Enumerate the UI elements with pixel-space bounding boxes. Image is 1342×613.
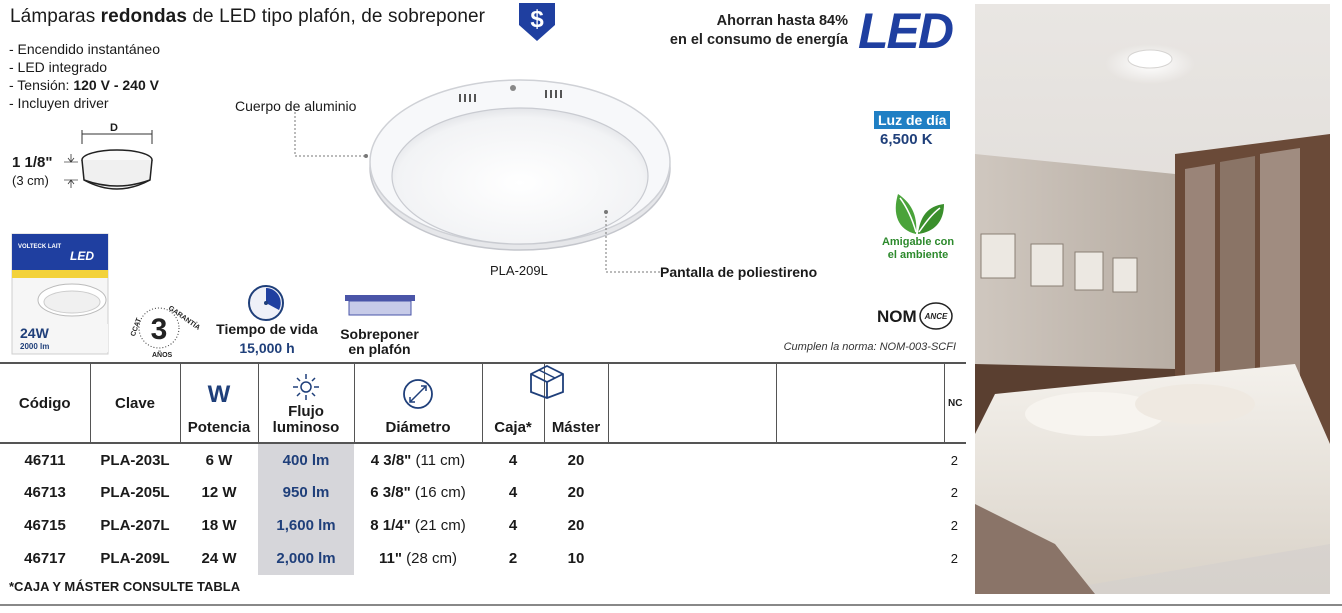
sun-icon [290,373,322,401]
cell-caja: 2 [508,550,518,567]
svg-text:$: $ [530,6,544,33]
cell-clave: PLA-209L [100,550,170,567]
cell-potencia: 18 W [201,517,237,534]
col-header-empty-1 [608,363,776,443]
cell-empty [776,476,944,509]
page-title: Lámparas redondas de LED tipo plafón, de sobreponer [10,6,486,27]
height-metric-label: (3 cm) [12,173,49,188]
ance-seal-icon [918,301,954,331]
cell-master: 10 [567,550,585,567]
cell-codigo: 46717 [24,550,66,567]
cell-master: 20 [567,484,585,501]
feature-item: - Encendido instantáneo [9,41,160,57]
cell-empty [608,443,776,476]
body-material-label: Cuerpo de aluminio [235,98,357,114]
cell-clave: PLA-203L [100,451,170,469]
table-row [0,542,966,575]
diameter-label: D [110,122,118,134]
cell-clave: PLA-205L [100,484,170,501]
svg-text:24W: 24W [20,325,49,341]
cell-codigo: 46713 [24,484,66,501]
spec-table [0,362,966,575]
svg-text:2000 lm: 2000 lm [20,342,50,351]
cell-nc: 2 [950,551,958,566]
table-row [0,443,966,476]
table-row [0,509,966,542]
svg-text:3: 3 [150,313,168,346]
feature-item: - Tensión: 120 V - 240 V [9,77,159,93]
diameter-icon [401,377,435,411]
col-header-master: Máster [544,363,608,443]
cell-nc: 2 [950,485,958,500]
watt-icon: W [207,381,231,408]
box-icon [527,362,567,400]
cell-empty [776,443,944,476]
cell-caja: 4 [508,451,518,469]
cell-potencia: 6 W [205,451,233,469]
cell-master: 20 [567,451,585,469]
lifetime-label: Tiempo de vida [216,321,318,337]
feature-item: - Incluyen driver [9,95,109,111]
col-header-empty-2 [776,363,944,443]
bedroom-photo [975,4,1330,594]
color-temperature: 6,500 K [880,131,933,148]
leaf-icon [888,186,948,236]
col-header-caja: Caja* [482,363,544,443]
surface-mount-label: Sobreponer en plafón [340,326,419,357]
cell-nc: 2 [950,518,958,533]
col-header-potencia: W Potencia [180,363,258,443]
cell-empty [776,509,944,542]
cell-flujo: 400 lm [258,443,354,476]
feature-item: - LED integrado [9,59,108,75]
cell-empty [608,542,776,575]
height-label: 1 1/8" [12,154,53,171]
surface-mount-icon [345,295,415,319]
screen-callout-line [598,208,668,276]
cell-empty [608,476,776,509]
cell-flujo: 950 lm [258,476,354,509]
cell-diametro: 4 3/8" (11 cm) [370,451,466,469]
col-header-codigo: Código [0,363,90,443]
col-header-flujo: Flujo luminoso [258,363,354,443]
norma-text: Cumplen la norma: NOM-003-SCFI [783,341,956,353]
cell-master: 20 [567,517,585,534]
cell-flujo: 1,600 lm [258,509,354,542]
cell-clave: PLA-207L [100,517,170,534]
cell-caja: 4 [508,517,518,534]
energy-savings-text: Ahorran hasta 84% en el consumo de energía [669,13,848,48]
svg-text:VOLTECK LAIT: VOLTECK LAIT [18,244,62,250]
svg-text:GARANTÍA: GARANTÍA [166,304,202,332]
footnote: *CAJA Y MÁSTER CONSULTE TABLA [9,579,241,594]
eco-friendly-label: Amigable con el ambiente [881,236,955,261]
cell-diametro: 8 1/4" (21 cm) [370,517,466,534]
warranty-seal-icon [128,297,202,359]
cell-codigo: 46715 [24,517,66,534]
screen-material-label: Pantalla de poliestireno [660,264,818,280]
cell-nc: 2 [950,452,958,468]
cell-diametro: 11" (28 cm) [379,550,457,567]
col-header-diametro: Diámetro [354,363,482,443]
cell-potencia: 12 W [201,484,237,501]
cell-flujo: 2,000 lm [258,542,354,575]
svg-text:AÑOS: AÑOS [152,352,173,359]
dollar-badge-icon [515,3,559,41]
cell-empty [776,542,944,575]
feature-list [9,40,160,112]
cell-caja: 4 [508,484,518,501]
svg-text:LED: LED [70,249,94,263]
clock-icon [245,282,287,324]
cell-codigo: 46711 [24,451,66,469]
daylight-badge: Luz de día [874,111,950,129]
table-row [0,476,966,509]
col-header-nc: NC [944,363,966,443]
led-logo: LED [858,3,952,59]
svg-text:ANCE: ANCE [924,312,948,321]
lifetime-value: 15,000 h [239,340,295,356]
cell-diametro: 6 3/8" (16 cm) [370,484,466,501]
product-box-image [10,228,118,356]
svg-text:CCAT: CCAT [129,317,143,338]
model-label: PLA-209L [490,263,548,278]
nom-logo: NOM [877,307,917,326]
cell-empty [608,509,776,542]
col-header-clave: Clave [90,363,180,443]
cell-potencia: 24 W [201,550,237,567]
bottom-rule [0,604,1342,606]
